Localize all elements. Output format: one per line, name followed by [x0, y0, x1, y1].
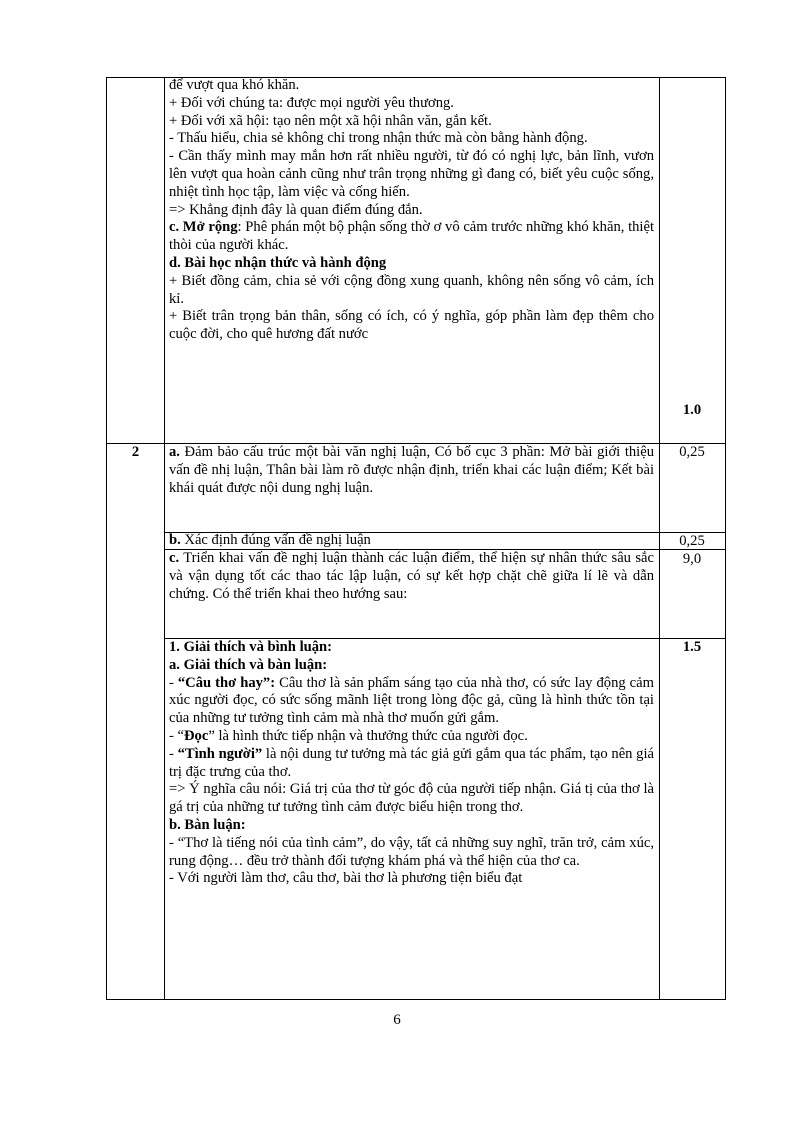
- section-subheading: [169, 657, 654, 675]
- item-text: ” là hình thức tiếp nhận và thưởng thức của người đọc.: [208, 727, 528, 744]
- section-item: [169, 781, 654, 817]
- item-term: “Tình người”: [177, 745, 263, 762]
- part-a-text: [169, 444, 654, 497]
- part-a-body: Đảm bảo cấu trúc một bài văn nghị luận, Có bố cục 3 phần: Mở bài giới thiệu vấn đề nhị luận, Thân bài làm rõ được nhận định, triển khai các luận điểm; Kết bài khái quát được nội dung nghị luận.: [169, 444, 654, 496]
- row1-line: + Đối với chúng ta: được mọi người yêu thương.: [169, 94, 454, 111]
- table-border-left: [106, 77, 107, 1000]
- row1-line: + Biết đồng cảm, chia sẻ với cộng đồng xung quanh, không nên sống vô cảm, ích kỉ.: [169, 272, 654, 307]
- part-c: [169, 550, 654, 603]
- part-a: [169, 444, 654, 497]
- item-text: Câu thơ là sản phẩm sáng tạo của nhà thơ, có sức lay động cảm xúc người đọc, có sức sống mãnh liệt trong lòng độc gả, cũng là hình thức tồn tại của những tư tưởng tình cảm mà nhà thơ muốn gửi gắm.: [169, 674, 654, 727]
- row1-line: + Đối với xã hội: tạo nên một xã hội nhân văn, gắn kết.: [169, 112, 492, 129]
- part-c-label: c.: [169, 550, 180, 566]
- row1-content: [169, 77, 654, 344]
- row1-line: [169, 255, 654, 273]
- item-prefix: -: [169, 674, 178, 691]
- table-border-right: [725, 77, 726, 1000]
- page-number: 6: [393, 1012, 401, 1028]
- part-b-body: Xác định đúng vấn đề nghị luận: [180, 532, 371, 548]
- section-heading-text: 1. Giải thích và bình luận:: [169, 639, 333, 655]
- section-1-score: 1.5: [682, 639, 702, 655]
- part-c-text: [169, 550, 654, 603]
- row1-line: - Cần thấy mình may mắn hơn rất nhiều người, từ đó có nghị lực, bản lĩnh, vươn lên vượt qua hoàn cảnh cũng như trân trọng những gì đang có, biết yêu cuộc sống, nhiệt tình học tập, làm việc và cống hiến.: [169, 148, 654, 200]
- part-b-label: b.: [169, 532, 181, 548]
- part-b: [169, 532, 654, 550]
- row1-line: - Thấu hiểu, chia sẻ không chỉ trong nhận thức mà còn bằng hành động.: [169, 130, 588, 147]
- table-border-bottom: [106, 999, 726, 1000]
- item-text: => Ý nghĩa câu nói: Giá trị của thơ từ góc độ của người tiếp nhận. Giá tị của thơ là gá trị của những tư tưởng tình cảm được biểu hiện trong thơ.: [169, 781, 654, 816]
- item-text: là nội dung tư tưởng mà tác giả gửi gắm qua tác phẩm, tạo nên giá trị đặc trưng của thơ.: [169, 745, 654, 780]
- mo-rong-label: c. Mở rộng: [169, 219, 238, 236]
- column-divider-1: [164, 77, 165, 1000]
- row1-line: để vượt qua khó khăn.: [169, 77, 300, 93]
- section-item-2: - Với người làm thơ, câu thơ, bài thơ là phương tiện biểu đạt: [169, 870, 523, 887]
- item-term: Đọc: [184, 727, 209, 744]
- row1-line: => Khẳng định đây là quan điểm đúng đắn.: [169, 201, 423, 218]
- part-a-score: 0,25: [679, 444, 705, 460]
- section-1: [169, 639, 654, 888]
- row1-line: + Biết trân trọng bản thân, sống có ích, có ý nghĩa, góp phần làm đẹp thêm cho cuộc đời, cho quê hương đất nước: [169, 308, 654, 343]
- mo-rong-text: : Phê phán một bộ phận sống thờ ơ vô cảm trước những khó khăn, thiệt thòi của người khác.: [169, 219, 655, 254]
- item-prefix: - “: [169, 727, 184, 744]
- section-item-2: - “Thơ là tiếng nói của tình cảm”, do vậy, tất cả những suy nghĩ, trăn trở, cảm xúc, rung động… đều trở thành đối tượng khám phá và thể hiện của thơ ca.: [169, 834, 654, 869]
- part-c-score: 9,0: [682, 551, 702, 567]
- row1-score: 1.0: [682, 402, 702, 418]
- section-heading: [169, 639, 654, 657]
- section-subheading-text: a. Giải thích và bàn luận:: [169, 656, 328, 673]
- row2-number: 2: [131, 444, 140, 460]
- row1-line: [169, 219, 654, 255]
- item-prefix: -: [169, 745, 178, 762]
- part-b-score: 0,25: [679, 533, 705, 549]
- section-item: [169, 746, 654, 782]
- section-subheading-2: [169, 817, 654, 835]
- item-term: “Câu thơ hay”:: [177, 674, 276, 691]
- section-item: [169, 675, 654, 728]
- section-subheading-2-text: b. Bàn luận:: [169, 816, 246, 833]
- part-a-label: a.: [169, 444, 180, 460]
- bai-hoc-label: d. Bài học nhận thức và hành động: [169, 254, 387, 271]
- part-b-text: [169, 532, 654, 550]
- part-c-body: Triển khai vấn đề nghị luận thành các luận điểm, thể hiện sự nhân thức sâu sắc và vận dụng tốt các thao tác lập luận, có sự kết hợp chặt chẽ giữa lí lẽ và dẫn chứng. Có thể triển khai theo hướng sau:: [169, 550, 654, 602]
- section-item: [169, 728, 654, 746]
